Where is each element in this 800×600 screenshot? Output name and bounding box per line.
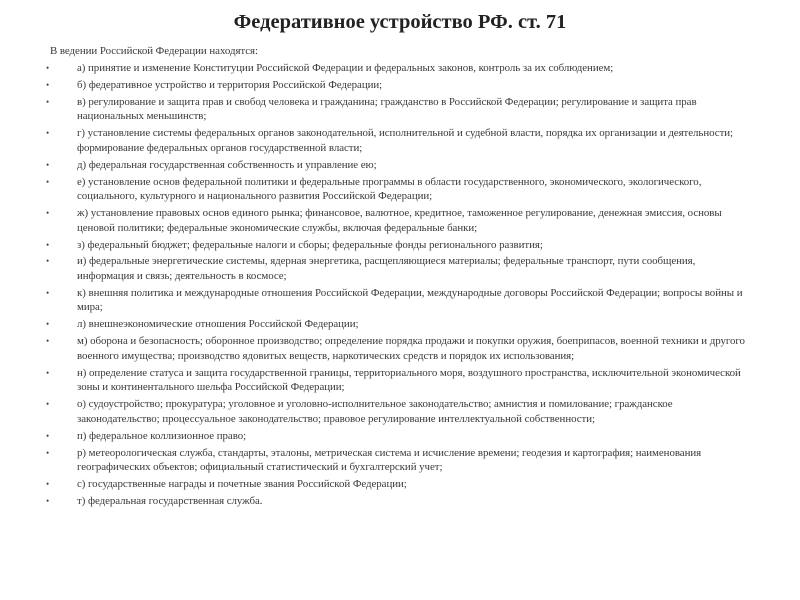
intro-text: В ведении Российской Федерации находятся: xyxy=(50,45,258,57)
bullet-icon: • xyxy=(46,399,50,410)
list-item xyxy=(46,494,750,509)
list-item xyxy=(46,429,750,444)
list-item-text: д) федеральная государственная собственность и управление ею; xyxy=(77,158,377,171)
list-item xyxy=(46,397,750,426)
list-item xyxy=(46,78,750,93)
list-item xyxy=(46,254,750,283)
list-item-text: е) установление основ федеральной политики и федеральные программы в области государственного, экономического, экологического, социального, культурного и национального развития Российской Федерации; xyxy=(77,175,702,203)
list-item xyxy=(46,334,750,363)
bullet-icon: • xyxy=(46,319,50,330)
bullet-icon: • xyxy=(46,159,50,170)
bullet-icon: • xyxy=(46,96,50,107)
list-item xyxy=(46,126,750,155)
list-item-text: и) федеральные энергетические системы, ядерная энергетика, расщепляющиеся материалы; федеральные транспорт, пути сообщения, информация и связь; деятельность в космосе; xyxy=(77,255,696,282)
list-item-text: с) государственные награды и почетные звания Российской Федерации; xyxy=(77,478,407,491)
list-item-text: о) судоустройство; прокуратура; уголовное и уголовно-исполнительное законодательство; амнистия и помилование; гражданское законодательство; процессуальное законодательство; правовое регулирование интеллектуальной собственности; xyxy=(77,398,673,425)
bullet-icon: • xyxy=(46,495,50,506)
bullet-icon: • xyxy=(46,256,50,267)
bullet-icon: • xyxy=(46,430,50,441)
bullet-icon: • xyxy=(46,336,50,347)
list-item xyxy=(46,366,750,395)
bullet-icon: • xyxy=(46,479,50,490)
list-item-text: г) установление системы федеральных органов законодательной, исполнительной и судебной власти, порядка их организации и деятельности; формирование федеральных органов государственной власти; xyxy=(77,127,734,154)
list-item xyxy=(46,446,750,475)
list-item-text: ж) установление правовых основ единого рынка; финансовое, валютное, кредитное, таможенное регулирование, денежная эмиссия, основы ценовой политики; федеральные экономические службы, включая федеральные банки; xyxy=(77,207,722,234)
slide-content xyxy=(46,44,750,511)
list-item xyxy=(46,477,750,492)
list-item-text: б) федеративное устройство и территория Российской Федерации; xyxy=(77,78,383,91)
list-item-text: т) федеральная государственная служба. xyxy=(77,494,263,507)
list-item xyxy=(46,158,750,173)
list-item xyxy=(46,317,750,332)
list-item xyxy=(46,238,750,253)
list-item-text: н) определение статуса и защита государственной границы, территориального моря, воздушного пространства, исключительной экономической зоны и континентального шельфа Российской Федерации; xyxy=(77,366,741,394)
list-item-text: а) принятие и изменение Конституции Российской Федерации и федеральных законов, контроль за их соблюдением; xyxy=(77,61,614,74)
list-item-text: в) регулирование и защита прав и свобод человека и гражданина; гражданство в Российской Федерации; регулирование и защита прав национальных меньшинств; xyxy=(77,95,697,123)
list-item xyxy=(46,95,750,124)
list-item-text: п) федеральное коллизионное право; xyxy=(77,429,247,442)
slide-title: Федеративное устройство РФ. ст. 71 xyxy=(233,11,567,33)
bullet-icon: • xyxy=(46,447,50,458)
list-item-text: л) внешнеэкономические отношения Российской Федерации; xyxy=(77,318,359,331)
list-item xyxy=(46,206,750,235)
article-list xyxy=(46,61,750,509)
list-item-text: з) федеральный бюджет; федеральные налоги и сборы; федеральные фонды регионального развития; xyxy=(77,238,543,251)
bullet-icon: • xyxy=(46,79,50,90)
list-item-text: к) внешняя политика и международные отношения Российской Федерации, международные договоры Российской Федерации; вопросы войны и мира; xyxy=(77,286,743,314)
list-item-text: р) метеорологическая служба, стандарты, эталоны, метрическая система и исчисление времени; геодезия и картография; наименования географических объектов; официальный статистический и бухгалтерский учет; xyxy=(77,446,702,474)
bullet-icon: • xyxy=(46,287,50,298)
bullet-icon: • xyxy=(46,239,50,250)
bullet-icon: • xyxy=(46,367,50,378)
list-item-text: м) оборона и безопасность; оборонное производство; определение порядка продажи и покупки оружия, боеприпасов, военной техники и другого военного имущества; производство ядовитых веществ, наркотических средств и порядок их использования; xyxy=(77,335,745,362)
bullet-icon: • xyxy=(46,176,50,187)
bullet-icon: • xyxy=(46,208,50,219)
bullet-icon: • xyxy=(46,62,50,73)
list-item xyxy=(46,61,750,76)
list-item xyxy=(46,175,750,204)
list-item xyxy=(46,286,750,315)
bullet-icon: • xyxy=(46,128,50,139)
